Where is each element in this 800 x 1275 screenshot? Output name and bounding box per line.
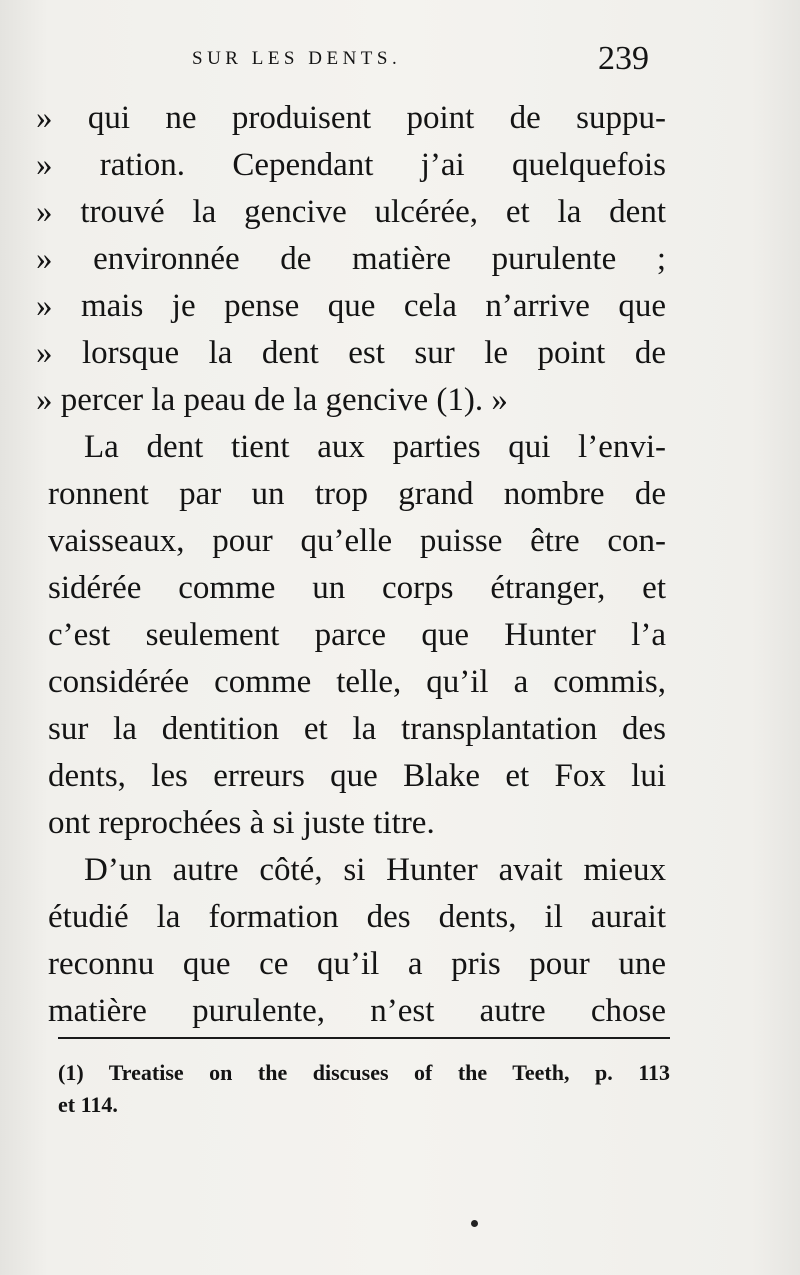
- ink-speck: [471, 1220, 478, 1227]
- text-line: » qui ne produisent point de suppu-: [36, 100, 666, 136]
- text-line: » ration. Cependant j’ai quelquefois: [36, 147, 666, 183]
- text-line: sidérée comme un corps étranger, et: [48, 570, 666, 606]
- text-line: sur la dentition et la transplantation des: [48, 711, 666, 747]
- text-line: reconnu que ce qu’il a pris pour une: [48, 946, 666, 982]
- footnote-line: (1) Treatise on the discuses of the Teeth, p. 113: [58, 1060, 670, 1085]
- footnote-rule: [58, 1037, 670, 1039]
- text-line: dents, les erreurs que Blake et Fox lui: [48, 758, 666, 794]
- text-line: vaisseaux, pour qu’elle puisse être con-: [48, 523, 666, 559]
- text-line: ont reprochées à si juste titre.: [48, 805, 435, 841]
- text-line: matière purulente, n’est autre chose: [48, 993, 666, 1029]
- text-line: c’est seulement parce que Hunter l’a: [48, 617, 666, 653]
- text-line: étudié la formation des dents, il aurait: [48, 899, 666, 935]
- running-head: SUR LES DENTS.: [192, 48, 402, 69]
- text-line: » percer la peau de la gencive (1). »: [36, 382, 508, 418]
- text-line: ronnent par un trop grand nombre de: [48, 476, 666, 512]
- paragraph-first-line: La dent tient aux parties qui l’envi-: [84, 429, 666, 465]
- footnote-line: et 114.: [58, 1092, 118, 1117]
- text-line: » mais je pense que cela n’arrive que: [36, 288, 666, 324]
- text-line: » trouvé la gencive ulcérée, et la dent: [36, 194, 666, 230]
- paragraph-first-line: D’un autre côté, si Hunter avait mieux: [84, 852, 666, 888]
- page-number: 239: [598, 40, 649, 77]
- text-line: » environnée de matière purulente ;: [36, 241, 666, 277]
- page-header: [0, 40, 800, 90]
- text-line: » lorsque la dent est sur le point de: [36, 335, 666, 371]
- text-line: considérée comme telle, qu’il a commis,: [48, 664, 666, 700]
